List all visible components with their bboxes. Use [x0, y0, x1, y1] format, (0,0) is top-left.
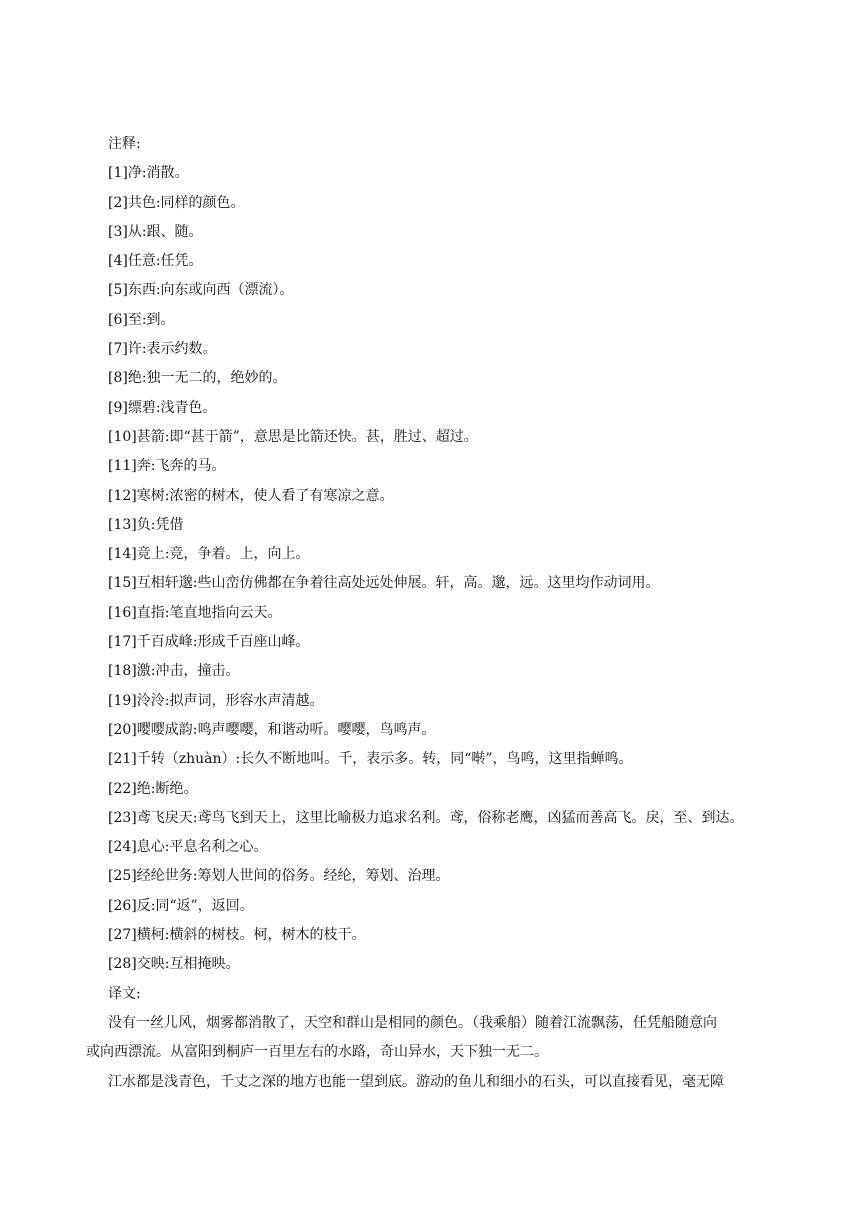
note-item: [28]交映:互相掩映。 — [108, 956, 240, 973]
note-item: [4]任意:任凭。 — [108, 253, 203, 270]
note-item: [15]互相轩邈:些山峦仿佛都在争着往高处远处伸展。轩，高。邈，远。这里均作动词用。 — [108, 575, 660, 592]
note-item: [2]共色:同样的颜色。 — [108, 194, 245, 211]
note-item: [14]竞上:竞，争着。上，向上。 — [108, 546, 310, 563]
note-item: [21]千转（zhuàn）:长久不断地叫。千，表示多。转，同“啭”，鸟鸣，这里指蝉鸣。 — [108, 751, 633, 768]
note-item: [6]至:到。 — [108, 311, 175, 328]
note-item: [12]寒树:浓密的树木，使人看了有寒凉之意。 — [108, 487, 394, 504]
note-item: [27]横柯:横斜的树枝。柯，树木的枝干。 — [108, 927, 366, 944]
note-item: [3]从:跟、随。 — [108, 223, 203, 240]
note-item: [11]奔:飞奔的马。 — [108, 458, 226, 475]
note-item: [16]直指:笔直地指向云天。 — [108, 604, 282, 621]
translation-paragraph-1 — [86, 1009, 798, 1068]
note-item: [13]负:凭借 — [108, 516, 184, 533]
note-item: [24]息心:平息名利之心。 — [108, 839, 268, 856]
note-item: [26]反:同“返”，返回。 — [108, 897, 254, 914]
note-item: [8]绝:独一无二的，绝妙的。 — [108, 370, 287, 387]
note-item: [18]激:冲击，撞击。 — [108, 663, 240, 680]
translation-paragraph-2 — [108, 1068, 798, 1097]
note-item: [22]绝:断绝。 — [108, 780, 198, 797]
note-item: [7]许:表示约数。 — [108, 341, 217, 358]
note-item: [20]嘤嘤成韵:鸣声嘤嘤，和谐动听。嘤嘤，鸟鸣声。 — [108, 721, 436, 738]
paragraph-line: 或向西漂流。从富阳到桐庐一百里左右的水路，奇山异水，天下独一无二。 — [86, 1044, 548, 1061]
note-item: [9]缥碧:浅青色。 — [108, 399, 217, 416]
note-item: [17]千百成峰:形成千百座山峰。 — [108, 634, 310, 651]
notes-list — [108, 159, 798, 979]
note-item: [5]东西:向东或向西（漂流）。 — [108, 282, 294, 299]
notes-heading: 注释: — [108, 136, 141, 152]
note-item: [25]经纶世务:筹划人世间的俗务。经纶，筹划、治理。 — [108, 868, 450, 885]
document-body — [86, 130, 798, 1097]
note-item: [1]净:消散。 — [108, 165, 189, 182]
paragraph-line: 江水都是浅青色，千丈之深的地方也能一望到底。游动的鱼儿和细小的石头，可以直接看见，毫无障 — [108, 1073, 724, 1090]
translation-heading: 译文: — [108, 985, 141, 1002]
paragraph-line: 没有一丝儿风，烟雾都消散了，天空和群山是相同的颜色。（我乘船）随着江流飘荡，任凭船随意向 — [108, 1014, 717, 1031]
note-item: [10]甚箭:即“甚于箭”，意思是比箭还快。甚，胜过、超过。 — [108, 428, 478, 445]
note-item: [23]鸢飞戾天:鸢鸟飞到天上，这里比喻极力追求名利。鸢，俗称老鹰，凶猛而善高飞。戾，至、到达。 — [108, 809, 744, 826]
note-item: [19]泠泠:拟声词，形容水声清越。 — [108, 692, 324, 709]
